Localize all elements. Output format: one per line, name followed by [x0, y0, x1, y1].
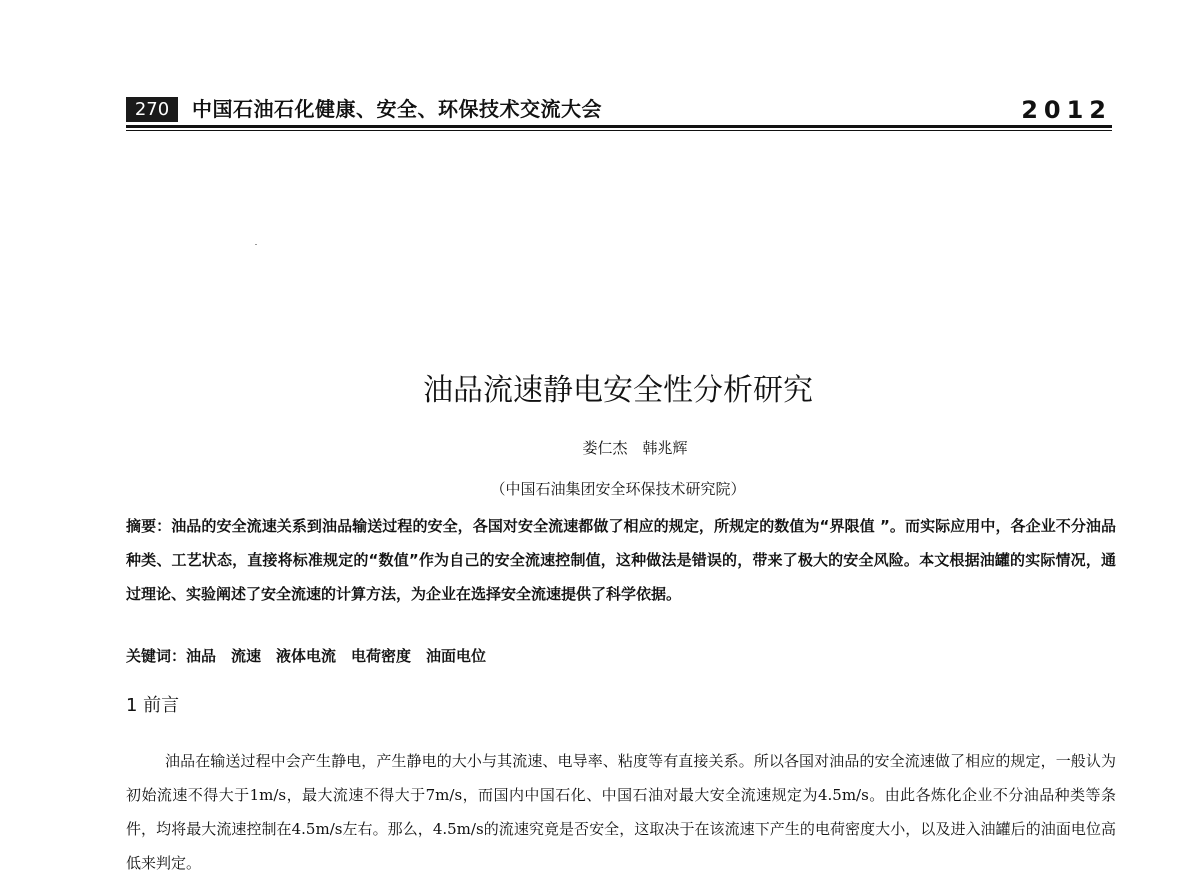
scan-speck [255, 244, 257, 245]
section-heading: 1 前言 [126, 695, 180, 716]
page-number: 270 [126, 97, 178, 122]
keywords: 关键词：油品 流速 液体电流 电荷密度 油面电位 [126, 647, 487, 665]
abstract: 摘要：油品的安全流速关系到油品输送过程的安全，各国对安全流速都做了相应的规定，所规定的数值为“界限值 ”。而实际应用中，各企业不分油品种类、工艺状态，直接将标准规定的“数值”作为自己的安全流速控制值，这种做法是错误的，带来了极大的安全风险。本文根据油罐的实际情况，通过理论、实验阐述了安全流速的计算方法，为企业在选择安全流速提供了科学依据。 [126, 517, 1116, 603]
header-rule-thick [126, 125, 1112, 128]
running-header [126, 95, 1112, 131]
body-paragraph: 油品在输送过程中会产生静电，产生静电的大小与其流速、电导率、粘度等有直接关系。所以各国对油品的安全流速做了相应的规定，一般认为初始流速不得大于1m/s，最大流速不得大于7m/s，而国内中国石化、中国石油对最大安全流速规定为4.5m/s。由此各炼化企业不分油品种类等条件，均将最大流速控制在4.5m/s左右。那么，4.5m/s的流速究竟是否安全，这取决于在该流速下产生的电荷密度大小，以及进入油罐后的油面电位高低来判定。 [126, 752, 1116, 872]
affiliation: （中国石油集团安全环保技术研究院） [490, 480, 746, 498]
paper-title: 油品流速静电安全性分析研究 [423, 373, 813, 408]
authors: 娄仁杰 韩兆辉 [582, 439, 688, 457]
conference-name: 中国石油石化健康、安全、环保技术交流大会 [192, 97, 602, 121]
publication-year: 2012 [1021, 96, 1112, 124]
header-rule-thin [126, 130, 1112, 131]
